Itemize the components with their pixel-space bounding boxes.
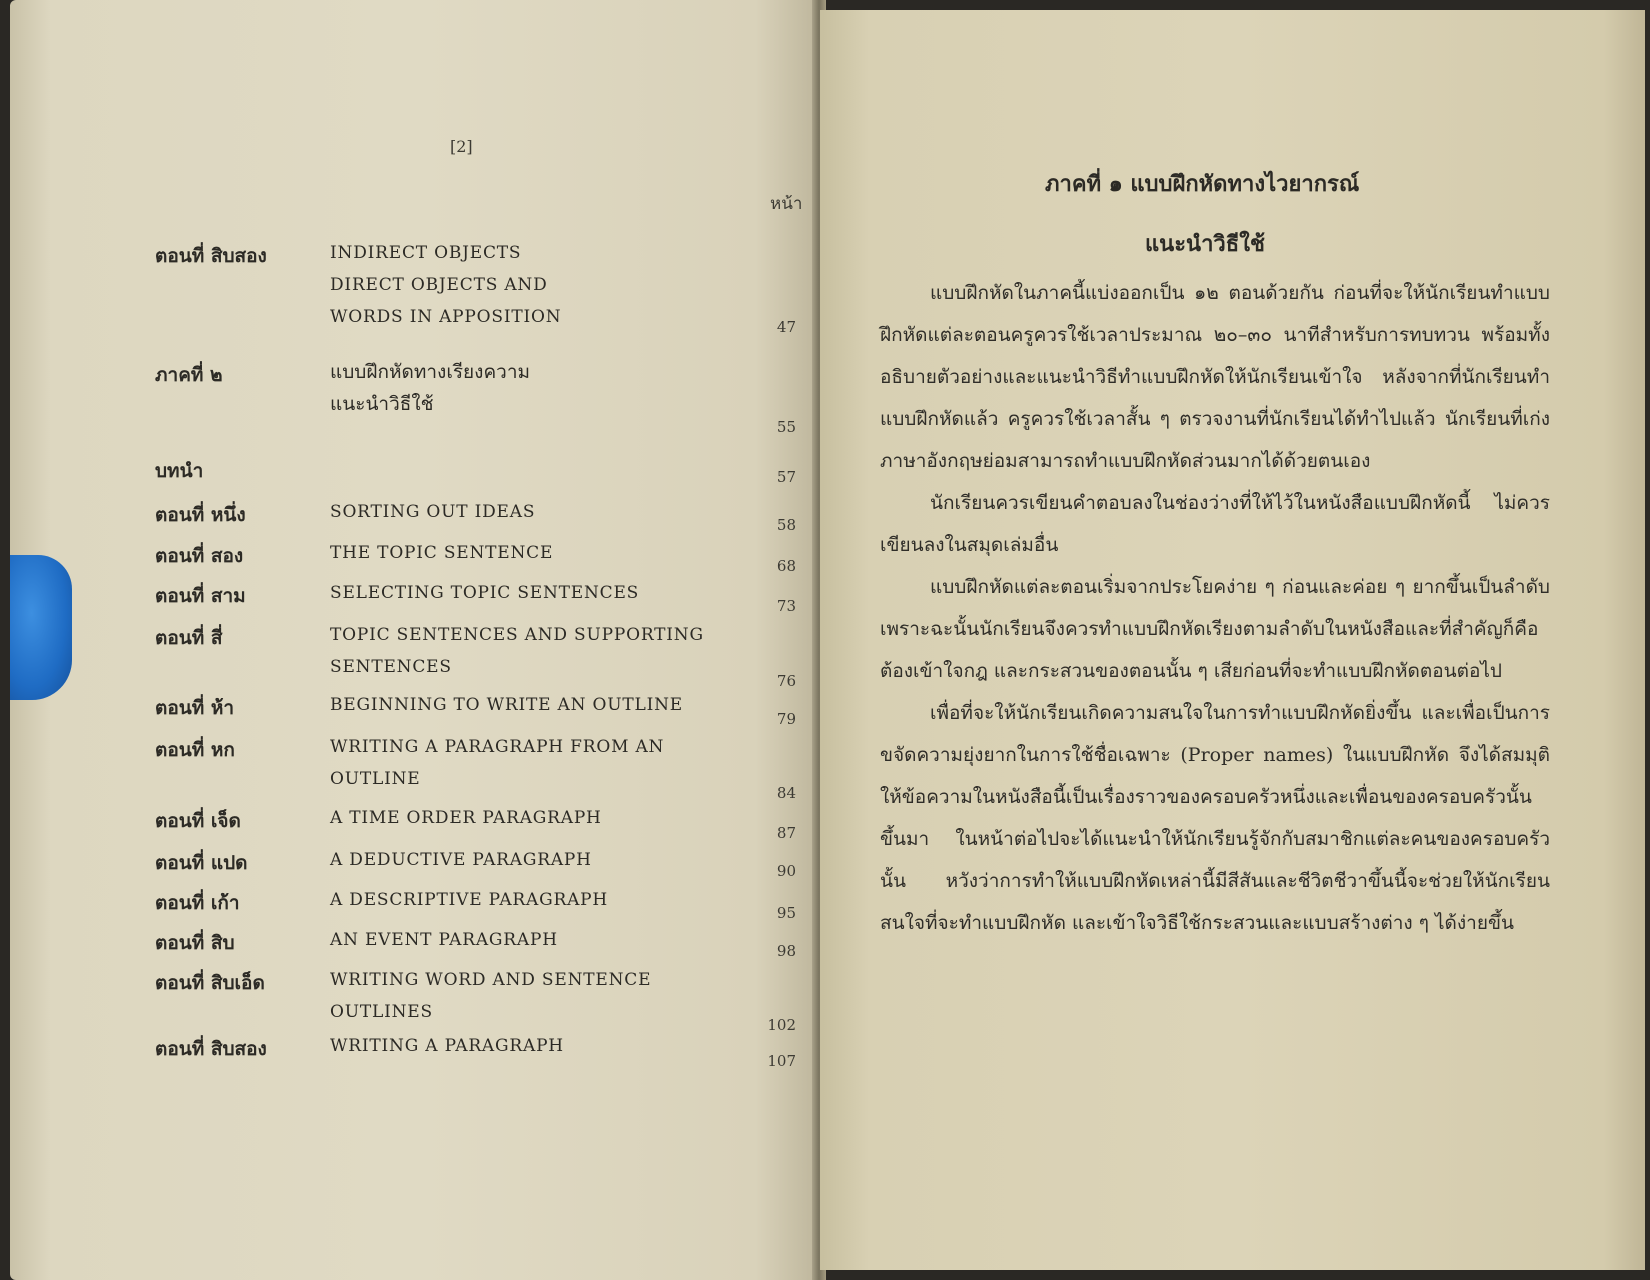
toc-entry-title: WRITING A PARAGRAPH <box>330 1036 564 1056</box>
toc-entry-title: A TIME ORDER PARAGRAPH <box>330 808 602 828</box>
toc-entry-title: แบบฝึกหัดทางเรียงความ <box>330 361 531 383</box>
toc-entry-title: A DEDUCTIVE PARAGRAPH <box>330 850 592 870</box>
paragraph-3: แบบฝึกหัดแต่ละตอนเริ่มจากประโยคง่าย ๆ ก่อนและค่อย ๆ ยากขึ้นเป็นลำดับ เพราะฉะนั้นนักเรียนจึงควรทำแบบฝึกหัดเรียงตามลำดับในหนังสือและที่สำคัญก็คือ ต้องเข้าใจกฎ และกระสวนของตอนนั้น ๆ เสียก่อนที่จะทำแบบฝึกหัดตอนต่อไป <box>880 576 1550 682</box>
toc-entry-title: DIRECT OBJECTS AND <box>330 275 548 295</box>
toc-entry-title: OUTLINE <box>330 769 421 789</box>
toc-entry-label: ตอนที่ สอง <box>155 545 244 567</box>
toc-entry-label: ตอนที่ สิบสอง <box>155 1038 267 1060</box>
toc-entry-label: ตอนที่ แปด <box>155 852 248 874</box>
toc-entry-page: 102 <box>767 1016 796 1034</box>
toc-entry-page: 107 <box>767 1052 796 1070</box>
toc-entry-title: WRITING WORD AND SENTENCE <box>330 970 652 990</box>
toc-entry-title: BEGINNING TO WRITE AN OUTLINE <box>330 695 683 715</box>
toc-entry-label: บทนำ <box>155 460 204 482</box>
toc-entry-label: ภาคที่ ๒ <box>155 364 223 386</box>
left-page <box>10 0 820 1280</box>
section-heading: ภาคที่ ๑ แบบฝึกหัดทางไวยากรณ์ <box>1045 171 1360 197</box>
toc-entry-label: ตอนที่ สิบสอง <box>155 245 267 267</box>
toc-entry-title: SENTENCES <box>330 657 452 677</box>
toc-entry-page: 55 <box>776 418 796 436</box>
toc-entry-page: 58 <box>776 516 796 534</box>
toc-entry-page: 90 <box>776 862 796 880</box>
toc-entry-label: ตอนที่ สี่ <box>155 627 223 649</box>
toc-entry-label: ตอนที่ สาม <box>155 585 246 607</box>
toc-entry-title: THE TOPIC SENTENCE <box>330 543 554 563</box>
page-column-header: หน้า <box>770 194 803 214</box>
toc-entry-label: ตอนที่ ห้า <box>155 697 235 719</box>
paragraph-4: เพื่อที่จะให้นักเรียนเกิดความสนใจในการทำแบบฝึกหัดยิ่งขึ้น และเพื่อเป็นการขจัดความยุ่งยากในการใช้ชื่อเฉพาะ (Proper names) ในแบบฝึกหัด จึงได้สมมุติให้ข้อความในหนังสือนี้เป็นเรื่องราวของครอบครัวหนึ่งและเพื่อนของครอบครัวนั้นขึ้นมา ในหน้าต่อไปจะได้แนะนำให้นักเรียนรู้จักกับสมาชิกแต่ละคนของครอบครัวนั้น หวังว่าการทำให้แบบฝึกหัดเหล่านี้มีสีสันและชีวิตชีวาขึ้นนี้จะช่วยให้นักเรียนสนใจที่จะทำแบบฝึกหัด และเข้าใจวิธีใช้กระสวนและแบบสร้างต่าง ๆ ได้ง่ายขึ้น <box>880 702 1550 934</box>
toc-entry-label: ตอนที่ หนึ่ง <box>155 504 246 526</box>
toc-entry-title: WORDS IN APPOSITION <box>330 307 562 327</box>
thumb-in-blue-glove <box>10 555 72 700</box>
toc-entry-page: 95 <box>776 904 796 922</box>
section-subheading: แนะนำวิธีใช้ <box>1145 231 1265 257</box>
toc-entry-label: ตอนที่ เจ็ด <box>155 810 241 832</box>
toc-entry-title: A DESCRIPTIVE PARAGRAPH <box>330 890 609 910</box>
toc-entry-title: INDIRECT OBJECTS <box>330 243 522 263</box>
toc-entry-title: AN EVENT PARAGRAPH <box>330 930 558 950</box>
toc-entry-label: ตอนที่ เก้า <box>155 892 240 914</box>
toc-entry-label: ตอนที่ หก <box>155 739 235 761</box>
toc-entry-page: 79 <box>776 710 796 728</box>
toc-entry-page: 47 <box>776 318 796 336</box>
toc-entry-page: 76 <box>776 672 796 690</box>
toc-entry-title: SELECTING TOPIC SENTENCES <box>330 583 640 603</box>
toc-entry-title: TOPIC SENTENCES AND SUPPORTING <box>330 625 704 645</box>
toc-entry-title: OUTLINES <box>330 1002 433 1022</box>
toc-entry-page: 84 <box>776 784 796 802</box>
toc-entry-title: SORTING OUT IDEAS <box>330 502 536 522</box>
toc-entry-title: WRITING A PARAGRAPH FROM AN <box>330 737 665 757</box>
toc-entry-title: แนะนำวิธีใช้ <box>330 393 434 415</box>
toc-entry-page: 87 <box>776 824 796 842</box>
toc-entry-label: ตอนที่ สิบ <box>155 932 235 954</box>
toc-entry-page: 68 <box>776 557 796 575</box>
toc-entry-page: 73 <box>776 597 796 615</box>
toc-entry-page: 57 <box>776 468 796 486</box>
paragraph-2: นักเรียนควรเขียนคำตอบลงในช่องว่างที่ให้ไว้ในหนังสือแบบฝึกหัดนี้ ไม่ควรเขียนลงในสมุดเล่มอื่น <box>880 492 1550 556</box>
page-number: [2] <box>450 137 473 156</box>
toc-entry-page: 98 <box>776 942 796 960</box>
paragraph-1: แบบฝึกหัดในภาคนี้แบ่งออกเป็น ๑๒ ตอนด้วยกัน ก่อนที่จะให้นักเรียนทำแบบฝึกหัดแต่ละตอนครูควรใช้เวลาประมาณ ๒๐–๓๐ นาทีสำหรับการทบทวน พร้อมทั้งอธิบายตัวอย่างและแนะนำวิธีทำแบบฝึกหัดให้นักเรียนเข้าใจ หลังจากที่นักเรียนทำแบบฝึกหัดแล้ว ครูควรใช้เวลาสั้น ๆ ตรวจงานที่นักเรียนได้ทำไปแล้ว นักเรียนที่เก่งภาษาอังกฤษย่อมสามารถทำแบบฝึกหัดส่วนมากได้ด้วยตนเอง <box>880 282 1550 472</box>
toc-entry-label: ตอนที่ สิบเอ็ด <box>155 972 265 994</box>
